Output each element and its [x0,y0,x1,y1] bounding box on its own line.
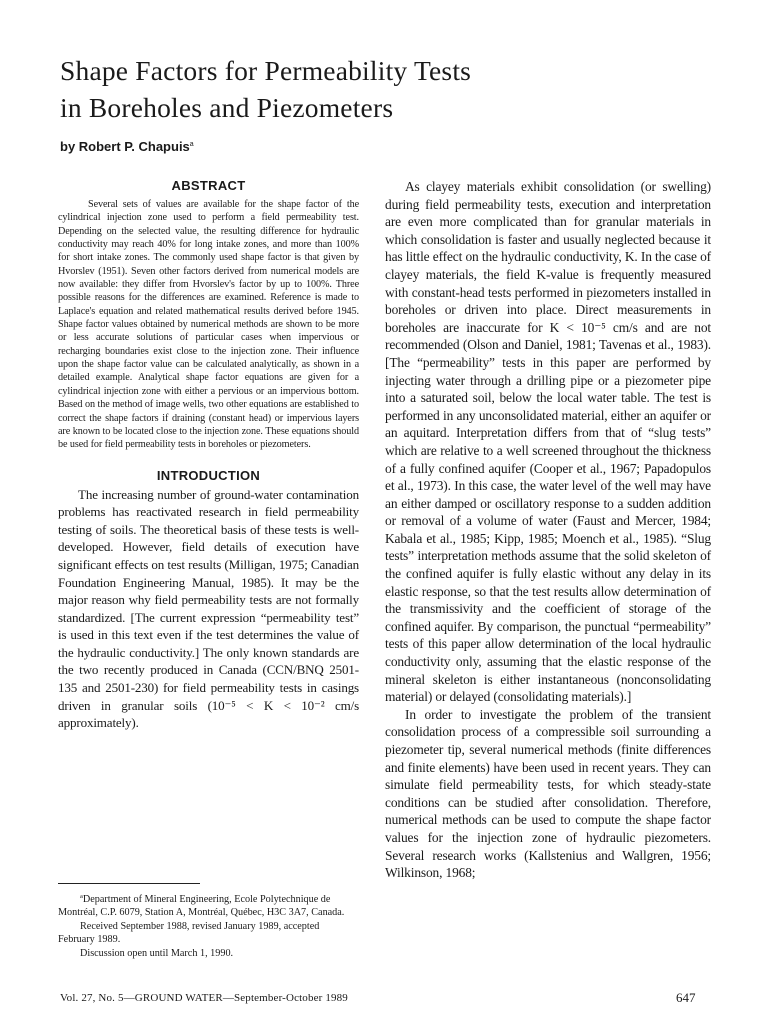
left-column [58,178,359,732]
title-line-2: in Boreholes and Piezometers [60,92,394,123]
footnote-divider [58,883,200,884]
page-number: 647 [676,990,696,1005]
abstract-heading: ABSTRACT [171,178,246,193]
affiliation-text: Department of Mineral Engineering, Ecole Polytechnique de Montréal, C.P. 6079, Station A, Montréal, Québec, H3C 3A7, Canada. [58,894,345,919]
body-paragraph-1: As clayey materials exhibit consolidation (or swelling) during field permeability tests, execution and interpretation are even more complicated than for granular materials in which consolidation is faster and usually neglected because it has little effect on the hydraulic conductivity, K. In the case of clayey materials, the field K-value is frequently measured with constant-head tests performed in piezometers installed in boreholes or driven into place. Direct measurements in boreholes are inaccurate for K < 10⁻⁵ cm/s and are not recommended (Olson and Daniel, 1981; Tavenas et al., 1983). [The “permeability” tests in this paper are performed by injecting water through a drilling pipe or a piezometer pipe into a saturated soil, below the local water table. The test is performed in any unconsolidated material, either an aquifer or an aquitard. Interpretation differs from that of “slug tests” which are relative to a well screened throughout the thickness of a fully confined aquifer (Cooper et al., 1967; Papadopulos et al., 1973). In this case, the water level of the well may have an either damped or oscillatory response to a sudden addition or removal of a volume of water (Faust and Mercer, 1984; Kabala et al., 1985; Kipp, 1985; Moench et al., 1985). “Slug tests” interpretation methods assume that the solid skeleton of the confined aquifer is fully elastic without any delay in its elastic response, so that the test results allow determination of the transmissivity and the coefficient of storage of the confined aquifer. By comparison, the punctual “permeability” tests of this paper allow determination of the local hydraulic conductivity only, assuming that the elastic response of the mineral skeleton is either instantaneous (nonconsolidating material) or delayed (consolidating materials).] [385,179,711,705]
author-byline [60,139,194,154]
footnote-mark: a [80,893,83,900]
footnote-received: Received September 1988, revised January 1989, accepted February 1989. [58,920,320,946]
body-paragraph-2: In order to investigate the problem of the transient consolidation process of a compressible soil surrounding a piezometer tip, several numerical methods (finite differences and finite elements) have been used in recent years. They can simulate field permeability tests, for which steady-state conditions can be studied after consolidation. Therefore, numerical methods can be used to compute the shape factor values for the injection zone of hydraulic piezometers. Several research works (Kallstenius and Wallgren, 1956; Wilkinson, 1968; [385,706,711,881]
right-column [385,178,711,882]
article-title [60,52,660,126]
footnotes [58,883,358,960]
footnote-discussion: Discussion open until March 1, 1990. [80,947,234,959]
author-footnote-mark: a [189,141,194,148]
title-line-1: Shape Factors for Permeability Tests [60,55,472,86]
journal-citation: Vol. 27, No. 5—GROUND WATER—September-October 1989 [60,992,348,1004]
abstract-text: Several sets of values are available for the shape factor of the cylindrical injection zone used to perform a field permeability test. Depending on the selected value, the resulting difference for hydraulic conductivity may reach 40% for long intake zones, and more than 100% for short intake zones. The commonly used shape factor is that given by Hvorslev (1951). Seven other factors derived from numerical models are now available: they differ from Hvorslev's factor by up to 100%. Three possible reasons for the differences are examined. Reference is made to Laplace's equation and related mathematical results derived before 1945. Shape factor values obtained by numerical methods are shown to be more or less accurate solutions of particular cases when impervious or recharging boundaries exist close to the injection zone. Their influence upon the shape factor value can be calculated analytically, as shown in a detailed example. Analytical shape factor equations are given for a cylindrical injection zone with either a pervious or an impervious bottom. Based on the method of image wells, two other equations are established to correct the shape factors if draining (constant head) or impervious layers are known to be located close to the injection zone. These equations should be used for field permeability tests in boreholes or piezometers. [58,199,359,451]
introduction-heading: INTRODUCTION [156,467,261,483]
introduction-paragraph: The increasing number of ground-water contamination problems has reactivated research in field permeability testing of soils. The theoretical basis of these tests is well-developed. However, field details of execution have significant effects on test results (Milligan, 1975; Canadian Foundation Engineering Manual, 1985). It may be the major reason why field permeability tests are not formally standardized. [The current expression “permeability test” is used in this text even if the test determines the value of the hydraulic conductivity.] The only known standards are the two recently produced in Canada (CCN/BNQ 2501-135 and 2501-230) for field permeability tests in casings driven in granular soils (10⁻⁵ < K < 10⁻² cm/s approximately). [58,486,359,731]
author-name: by Robert P. Chapuis [60,139,190,154]
footnote-affiliation [58,890,358,920]
